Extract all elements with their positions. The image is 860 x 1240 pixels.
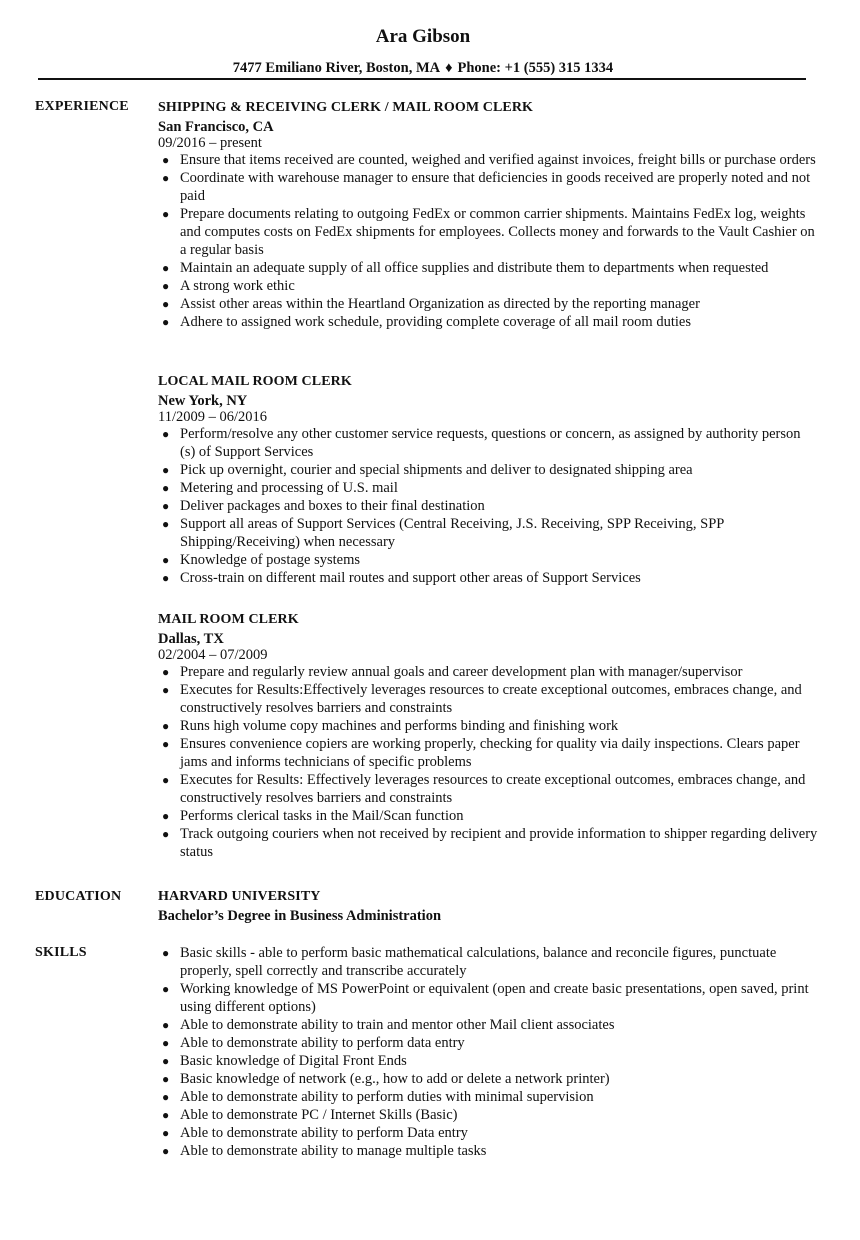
bullet-icon: ● (162, 171, 170, 185)
list-item: ● Pick up overnight, courier and special shipments and deliver to designated shipping area (162, 462, 693, 478)
job-location: Dallas, TX (158, 631, 224, 647)
bullet-icon: ● (162, 153, 170, 167)
list-item: ● Metering and processing of U.S. mail (162, 480, 398, 496)
list-item: ● Executes for Results: Effectively leverages resources to create exceptional outcomes, embraces change, and constructively resolves barriers and constraints (162, 772, 806, 806)
job-title: LOCAL MAIL ROOM CLERK (158, 374, 352, 389)
bullet-icon: ● (162, 279, 170, 293)
candidate-name: Ara Gibson (375, 26, 471, 47)
bullet-icon: ● (162, 809, 170, 823)
bullet-icon: ● (162, 1036, 170, 1050)
list-item: ● Basic skills - able to perform basic mathematical calculations, balance and reconcile figures, punctuate properly, spell correctly and transcribe accurately (162, 945, 777, 979)
job-location: San Francisco, CA (158, 119, 274, 135)
header-rule (38, 78, 806, 80)
bullet-icon: ● (162, 463, 170, 477)
list-item: ● Knowledge of postage systems (162, 552, 361, 568)
job-location: New York, NY (158, 393, 248, 409)
job-bullets (158, 663, 818, 861)
section-label-skills: SKILLS (35, 945, 87, 960)
list-item: ● Executes for Results:Effectively leverages resources to create exceptional outcomes, embraces change, and constructively resolves barriers and constraints (162, 682, 802, 716)
job-dates: 02/2004 – 07/2009 (158, 647, 268, 663)
list-item: ● Ensures convenience copiers are working properly, checking for quality via daily inspections. Clears paper jams and informs technicians of specific problems (162, 736, 800, 770)
bullet-icon: ● (162, 1018, 170, 1032)
bullet-icon: ● (162, 773, 170, 787)
list-item: ● Prepare and regularly review annual goals and career development plan with manager/supervisor (162, 664, 743, 680)
list-item: ● Able to demonstrate ability to train and mentor other Mail client associates (162, 1017, 615, 1033)
bullet-icon: ● (162, 1090, 170, 1104)
list-item: ● Able to demonstrate ability to manage multiple tasks (162, 1143, 487, 1159)
bullet-icon: ● (162, 1072, 170, 1086)
bullet-icon: ● (162, 481, 170, 495)
job-dates: 09/2016 – present (158, 135, 262, 151)
list-item: ● Able to demonstrate ability to perform data entry (162, 1035, 465, 1051)
list-item: ● Coordinate with warehouse manager to ensure that deficiencies in goods received are properly noted and not paid (162, 170, 811, 204)
bullet-icon: ● (162, 665, 170, 679)
bullet-icon: ● (162, 1126, 170, 1140)
school-name: HARVARD UNIVERSITY (158, 889, 321, 904)
degree: Bachelor’s Degree in Business Administration (158, 908, 442, 924)
list-item: ● Assist other areas within the Heartland Organization as directed by the reporting manager (162, 296, 700, 312)
job-entry (158, 99, 818, 331)
list-item: ● Able to demonstrate ability to perform Data entry (162, 1125, 468, 1141)
list-item: ● Ensure that items received are counted, weighed and verified against invoices, freight bills or purchase orders (162, 152, 816, 168)
bullet-icon: ● (162, 297, 170, 311)
job-title: SHIPPING & RECEIVING CLERK / MAIL ROOM CLERK (158, 100, 534, 115)
bullet-icon: ● (162, 427, 170, 441)
list-item: ● Deliver packages and boxes to their final destination (162, 498, 485, 514)
bullet-icon: ● (162, 261, 170, 275)
list-item: ● Track outgoing couriers when not received by recipient and provide information to shipper regarding delivery status (162, 826, 818, 860)
bullet-icon: ● (162, 719, 170, 733)
skills-list (158, 944, 818, 1160)
job-bullets (158, 151, 818, 331)
list-item: ● Able to demonstrate PC / Internet Skills (Basic) (162, 1107, 458, 1123)
bullet-icon: ● (162, 737, 170, 751)
bullet-icon: ● (162, 827, 170, 841)
job-entry (158, 611, 818, 861)
bullet-icon: ● (162, 571, 170, 585)
bullet-icon: ● (162, 517, 170, 531)
list-item: ● Support all areas of Support Services (Central Receiving, J.S. Receiving, SPP Receiving, SPP Shipping/Receiving) when necessary (162, 516, 724, 550)
bullet-icon: ● (162, 207, 170, 221)
bullet-icon: ● (162, 553, 170, 567)
bullet-icon: ● (162, 683, 170, 697)
job-bullets (158, 425, 818, 587)
job-title: MAIL ROOM CLERK (158, 612, 299, 627)
list-item: ● Working knowledge of MS PowerPoint or equivalent (open and create basic presentations, open saved, print using different options) (162, 981, 809, 1015)
bullet-icon: ● (162, 982, 170, 996)
contact-line (0, 58, 846, 78)
bullet-icon: ● (162, 1144, 170, 1158)
education-entry (158, 888, 818, 925)
bullet-icon: ● (162, 499, 170, 513)
list-item: ● Performs clerical tasks in the Mail/Scan function (162, 808, 464, 824)
separator-icon: ♦ (445, 60, 453, 76)
list-item: ● Basic knowledge of network (e.g., how to add or delete a network printer) (162, 1071, 610, 1087)
job-entry (158, 373, 818, 587)
job-dates: 11/2009 – 06/2016 (158, 409, 268, 425)
list-item: ● Prepare documents relating to outgoing FedEx or common carrier shipments. Maintains FedEx log, weights and computes costs on FedEx shipments for employees. Collects money and forwards to the Vault Cashier on a regular basis (162, 206, 815, 258)
list-item: ● Basic knowledge of Digital Front Ends (162, 1053, 407, 1069)
list-item: ● Perform/resolve any other customer service requests, questions or concern, as assigned by authority person (s) of Support Services (162, 426, 801, 460)
list-item: ● Adhere to assigned work schedule, providing complete coverage of all mail room duties (162, 314, 691, 330)
bullet-icon: ● (162, 1108, 170, 1122)
list-item: ● Runs high volume copy machines and performs binding and finishing work (162, 718, 619, 734)
address: 7477 Emiliano River, Boston, MA (232, 60, 441, 76)
phone: Phone: +1 (555) 315 1334 (457, 60, 614, 76)
list-item: ● Maintain an adequate supply of all office supplies and distribute them to departments when requested (162, 260, 769, 276)
list-item: ● Cross-train on different mail routes and support other areas of Support Services (162, 570, 641, 586)
section-label-education: EDUCATION (35, 889, 122, 904)
skills-bullets (158, 944, 818, 1160)
bullet-icon: ● (162, 315, 170, 329)
section-label-experience: EXPERIENCE (35, 99, 129, 114)
bullet-icon: ● (162, 1054, 170, 1068)
list-item: ● Able to demonstrate ability to perform duties with minimal supervision (162, 1089, 594, 1105)
bullet-icon: ● (162, 946, 170, 960)
list-item: ● A strong work ethic (162, 278, 295, 294)
